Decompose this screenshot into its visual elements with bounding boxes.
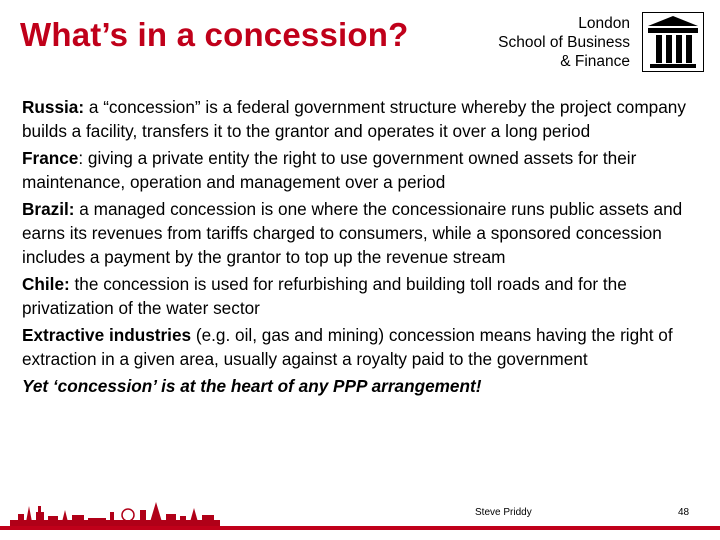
logo-line-3: & Finance [560,53,630,70]
slide-title: What’s in a concession? [20,16,409,53]
paragraph-lead: France [22,148,79,168]
paragraph-text: : giving a private entity the right to use government owned assets for their maintenance, operation and management over a period [22,148,637,192]
footer-page-number: 48 [678,507,690,518]
slide-body [22,95,706,401]
paragraph-extractive [22,323,706,371]
lsbf-logo [498,12,708,74]
footer-author: Steve Priddy [475,507,532,518]
classical-column-icon [642,12,704,72]
paragraph-text: a managed concession is one where the concessionaire runs public assets and earns its revenues from tariffs charged to consumers, while a sponsored concession includes a payment by the grantor to top up the revenue stream [22,199,683,267]
paragraph-lead: Brazil: [22,199,75,219]
logo-text [498,14,630,71]
city-skyline-icon [10,500,220,528]
paragraph-text: (e.g. oil, gas and mining) concession means having the right of extraction in a given area, usually against a royalty paid to the government [22,325,673,369]
footer-divider [0,526,720,530]
paragraph-lead: Chile: [22,274,70,294]
closing-statement: Yet ‘concession’ is at the heart of any PPP arrangement! [22,376,482,396]
paragraph-lead: Russia: [22,97,85,117]
paragraph-chile [22,272,706,320]
logo-line-2: School of Business [498,34,630,51]
paragraph-france [22,146,706,194]
logo-line-1: London [578,15,630,32]
paragraph-text: the concession is used for refurbishing and building toll roads and for the privatization of the water sector [22,274,627,318]
paragraph-text: a “concession” is a federal government structure whereby the project company builds a facility, transfers it to the grantor and operates it over a long period [22,97,686,141]
paragraph-russia [22,95,706,143]
paragraph-brazil [22,197,706,269]
paragraph-lead: Extractive industries [22,325,192,345]
